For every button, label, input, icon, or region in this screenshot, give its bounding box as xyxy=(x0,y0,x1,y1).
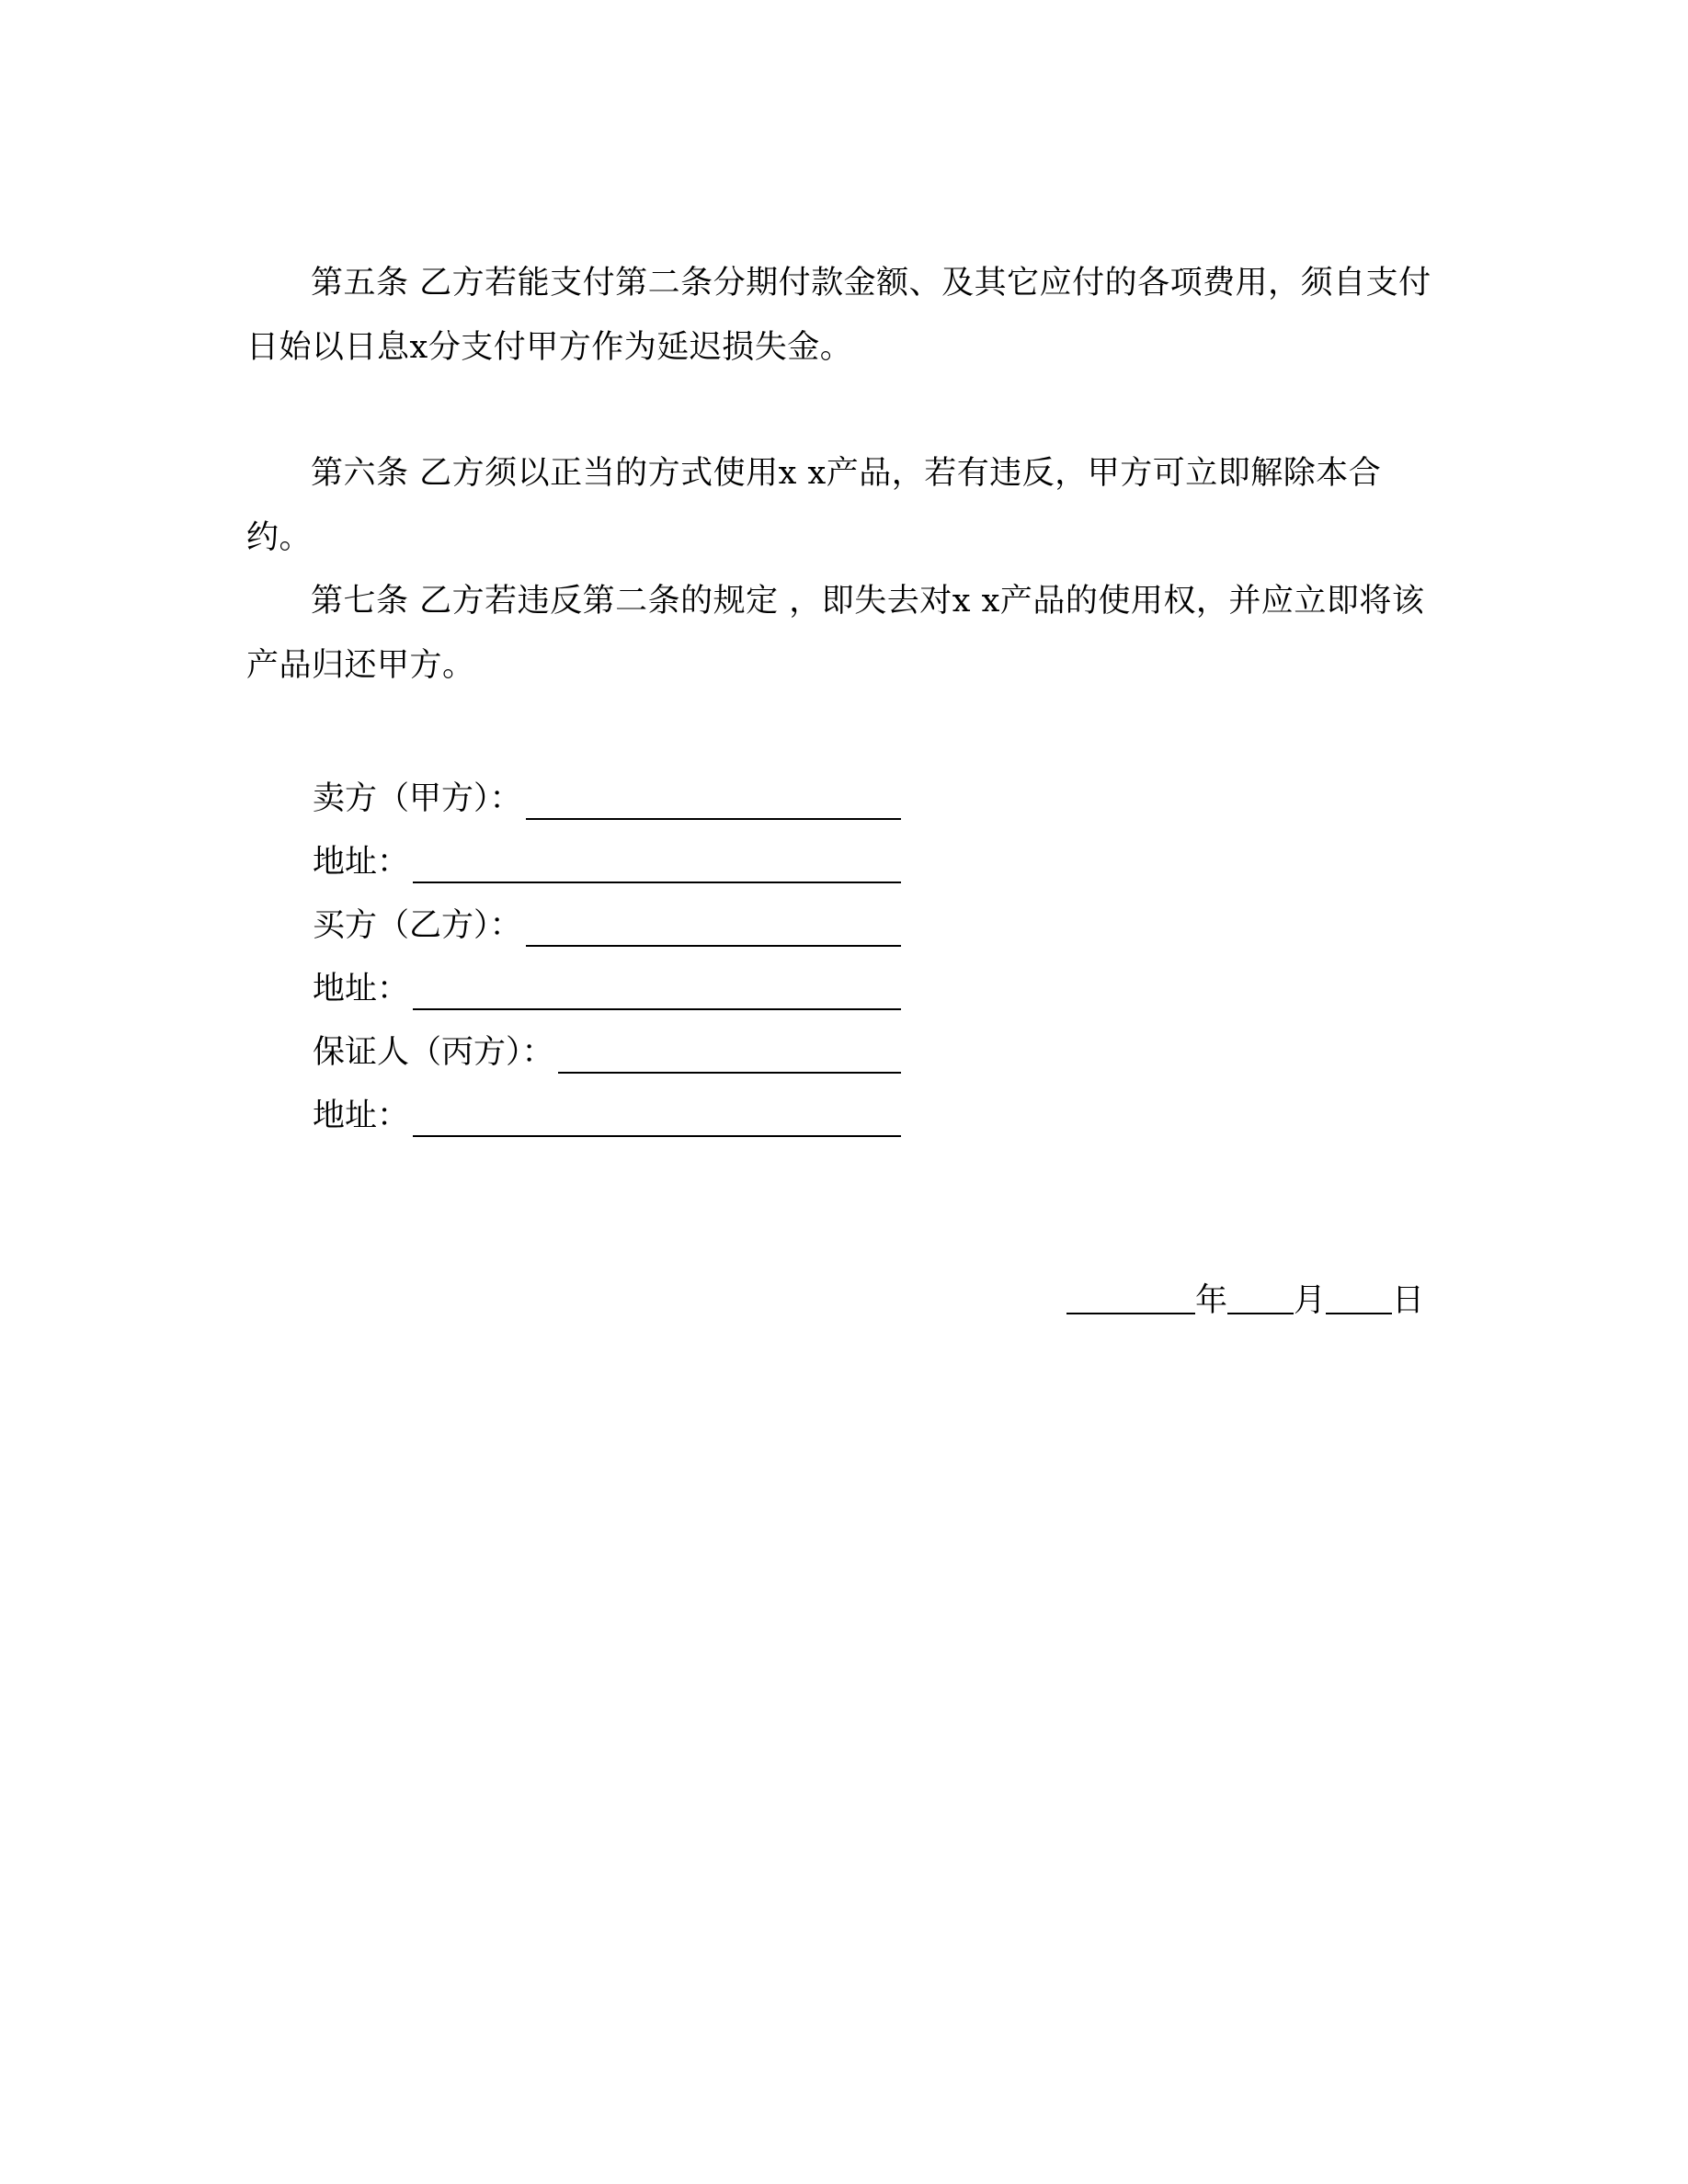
year-blank xyxy=(1066,1313,1195,1314)
guarantor-label: 保证人（丙方）： xyxy=(313,1034,554,1071)
buyer-address-blank-line xyxy=(413,1008,901,1010)
day-blank xyxy=(1326,1313,1392,1314)
signature-block xyxy=(313,768,901,1148)
day-label: 日 xyxy=(1392,1282,1425,1319)
signature-row-buyer xyxy=(313,894,901,958)
year-label: 年 xyxy=(1195,1282,1228,1319)
buyer-address-label: 地址： xyxy=(313,971,410,1007)
signature-row-buyer-address xyxy=(313,958,901,1021)
guarantor-blank-line xyxy=(558,1072,901,1074)
clause-6: 第六条 乙方须以正当的方式使用x x产品，若有违反，甲方可立即解除本合约。 xyxy=(246,455,1382,556)
seller-address-blank-line xyxy=(413,882,901,883)
month-blank xyxy=(1227,1313,1294,1314)
clause-5: 第五条 乙方若能支付第二条分期付款金额、及其它应付的各项费用，须自支付日始以日息x分支付甲方作为延迟损失金。 xyxy=(246,265,1431,366)
date-line xyxy=(1066,1278,1434,1324)
clause-7: 第七条 乙方若违反第二条的规定 ，即失去对x x产品的使用权，并应立即将该产品归还甲方。 xyxy=(246,583,1425,684)
signature-row-seller-address xyxy=(313,831,901,894)
month-label: 月 xyxy=(1294,1282,1327,1319)
seller-address-label: 地址： xyxy=(313,844,410,881)
buyer-label: 买方（乙方）： xyxy=(313,907,522,944)
buyer-blank-line xyxy=(526,945,901,947)
guarantor-address-blank-line xyxy=(413,1135,901,1137)
seller-label: 卖方（甲方）： xyxy=(313,780,522,817)
seller-blank-line xyxy=(526,818,901,820)
signature-row-guarantor-address xyxy=(313,1085,901,1148)
guarantor-address-label: 地址： xyxy=(313,1098,410,1134)
signature-row-guarantor xyxy=(313,1021,901,1085)
signature-row-seller xyxy=(313,768,901,831)
